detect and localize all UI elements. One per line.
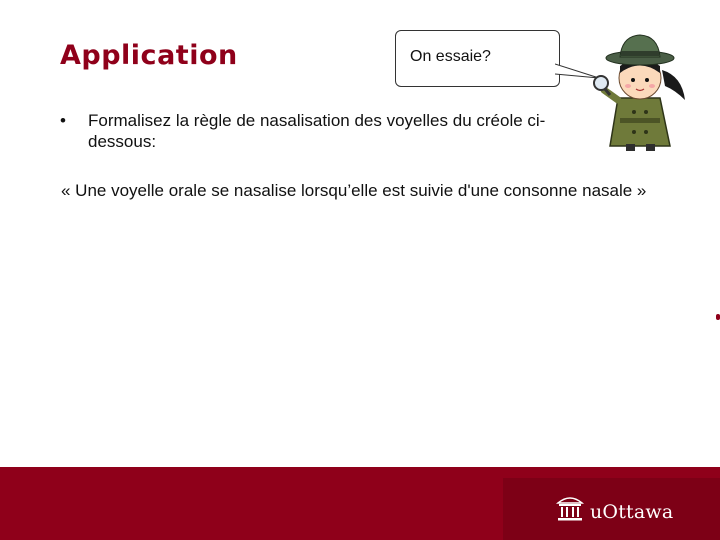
slide-title: Application — [60, 40, 238, 71]
bullet-marker: • — [60, 111, 66, 130]
speech-bubble — [395, 30, 560, 87]
edge-mark — [716, 314, 720, 320]
detective-girl-icon — [590, 28, 690, 153]
footer-logo-text: uOttawa — [590, 501, 674, 523]
speech-bubble-text: On essaie? — [410, 48, 491, 65]
university-building-icon — [556, 493, 584, 523]
bullet-text: Formalisez la règle de nasalisation des voyelles du créole ci-dessous: — [88, 111, 546, 151]
quote-text: « Une voyelle orale se nasalise lorsqu’elle est suivie d'une consonne nasale » — [61, 181, 647, 200]
